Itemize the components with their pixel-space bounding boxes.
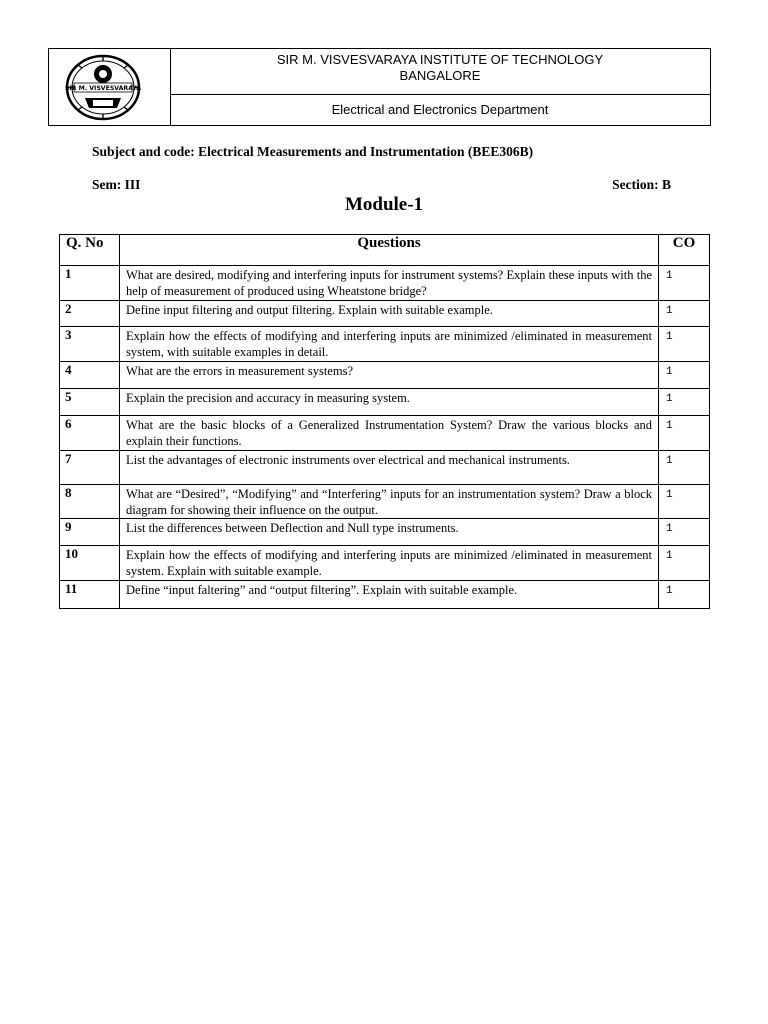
course-outcome: 1 [659,301,710,327]
table-row [60,451,710,485]
question-text: Define input filtering and output filtering. Explain with suitable example. [120,301,659,327]
logo-text: SIR M. VISVESVARAYA [65,85,141,92]
question-text: What are the basic blocks of a Generalized Instrumentation System? Draw the various blocks and explain their functions. [120,416,659,451]
course-outcome: 1 [659,266,710,301]
course-outcome: 1 [659,362,710,389]
question-number: 3 [60,327,120,362]
question-text: What are the errors in measurement systems? [120,362,659,389]
table-row [60,266,710,301]
question-number: 4 [60,362,120,389]
table-row [60,581,710,609]
course-outcome: 1 [659,581,710,609]
questions-header: Questions [120,235,659,266]
question-text: Explain how the effects of modifying and interfering inputs are minimized /eliminated in measurement system, with suitable examples in detail. [120,327,659,362]
co-header: CO [659,235,710,266]
module-title: Module-1 [344,194,424,215]
institute-name: SIR M. VISVESVARAYA INSTITUTE OF TECHNOLOGY [276,52,604,67]
question-text: What are “Desired”, “Modifying” and “Interfering” inputs for an instrumentation system? Draw a block diagram for showing their influence on the output. [120,485,659,519]
question-table [59,234,710,609]
institute-city: BANGALORE [399,68,481,83]
table-row [60,546,710,581]
table-row [60,519,710,546]
question-number: 10 [60,546,120,581]
course-outcome: 1 [659,416,710,451]
course-outcome: 1 [659,389,710,416]
question-number: 1 [60,266,120,301]
question-text: Explain how the effects of modifying and interfering inputs are minimized /eliminated in measurement system. Explain with suitable example. [120,546,659,581]
question-number: 11 [60,581,120,609]
question-text: Define “input faltering” and “output filtering”. Explain with suitable example. [120,581,659,609]
qno-header: Q. No [60,235,120,266]
question-text: List the differences between Deflection and Null type instruments. [120,519,659,546]
question-number: 5 [60,389,120,416]
question-number: 8 [60,485,120,519]
question-text: Explain the precision and accuracy in measuring system. [120,389,659,416]
course-outcome: 1 [659,485,710,519]
course-outcome: 1 [659,519,710,546]
question-number: 7 [60,451,120,485]
table-row [60,485,710,519]
table-row [60,301,710,327]
semester: Sem: III [92,177,141,192]
table-row [60,327,710,362]
header-box [48,48,711,126]
institute-logo [65,54,141,121]
subject-line: Subject and code: Electrical Measurements and Instrumentation (BEE306B) [92,144,534,159]
section: Section: B [612,177,671,192]
institute-name-cell [170,49,710,95]
question-text: List the advantages of electronic instruments over electrical and mechanical instruments. [120,451,659,485]
table-header-row [60,235,710,266]
course-outcome: 1 [659,546,710,581]
question-number: 6 [60,416,120,451]
question-number: 2 [60,301,120,327]
logo-cell [49,49,171,125]
course-outcome: 1 [659,327,710,362]
department-name: Electrical and Electronics Department [331,102,549,117]
question-number: 9 [60,519,120,546]
table-row [60,389,710,416]
table-row [60,362,710,389]
question-text: What are desired, modifying and interfering inputs for instrument systems? Explain these inputs with the help of measurement of produced using Wheatstone bridge? [120,266,659,301]
course-outcome: 1 [659,451,710,485]
table-row [60,416,710,451]
